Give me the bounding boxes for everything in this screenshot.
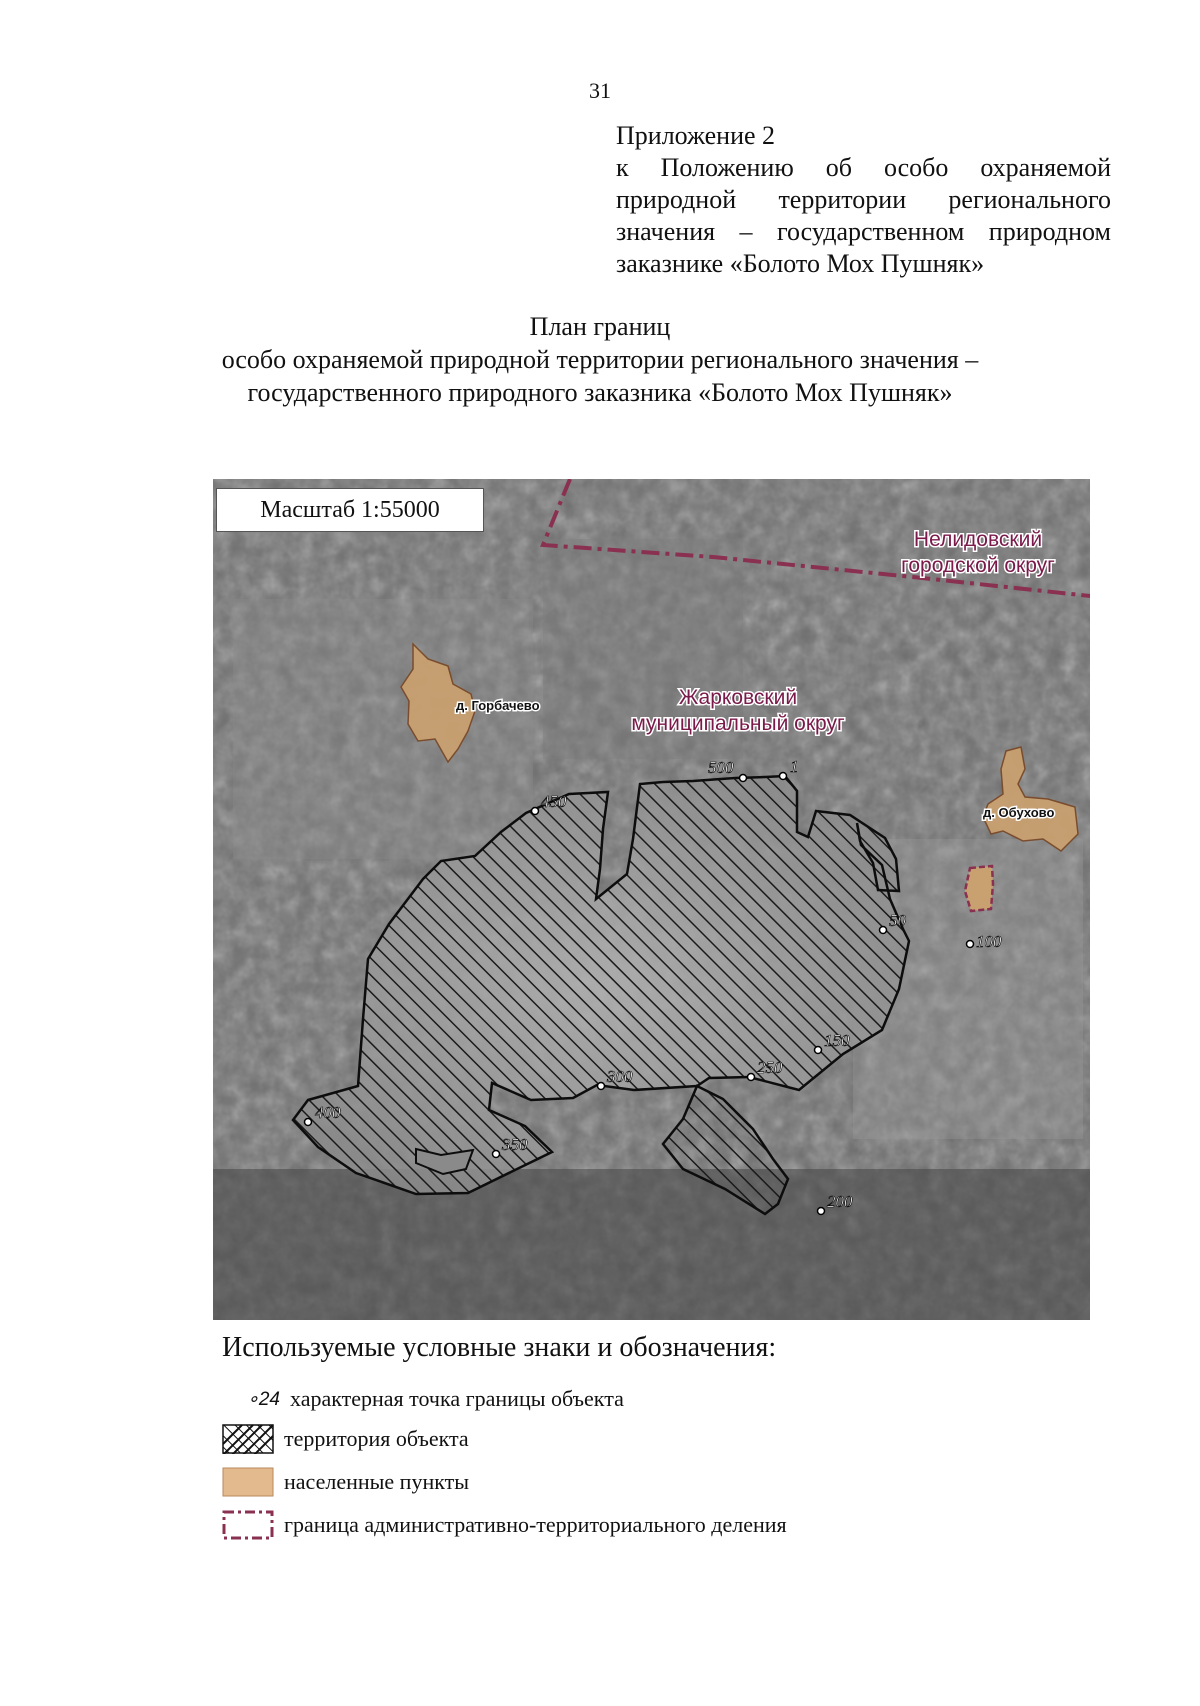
legend-item-territory — [222, 1424, 469, 1454]
map-scale: Масштаб 1:55000 — [216, 488, 484, 532]
appendix-title: Приложение 2 — [616, 121, 776, 150]
plan-title-line1: План границ — [529, 312, 671, 341]
point-label-250: 250 — [757, 1058, 783, 1077]
page-number: 31 — [589, 78, 611, 103]
point-label-350: 350 — [502, 1135, 528, 1154]
point-label-150: 150 — [824, 1031, 850, 1050]
plan-title-line3: государственного природного заказника «Болото Мох Пушняк» — [247, 378, 953, 407]
point-label-100: 100 — [976, 932, 1002, 951]
label-nelidovo-1: Нелидовский — [913, 528, 1043, 551]
legend-title: Используемые условные знаки и обозначения: — [222, 1332, 777, 1363]
settlement-swatch-icon — [222, 1467, 274, 1497]
point-label-400: 400 — [315, 1103, 341, 1122]
point-label-500: 500 — [708, 758, 734, 777]
boundary-point-500 — [740, 775, 747, 782]
appendix-header — [616, 120, 1111, 280]
plan-title — [120, 310, 1080, 409]
boundary-point-300 — [598, 1083, 605, 1090]
boundary-point-200 — [818, 1208, 825, 1215]
boundary-point-350 — [493, 1151, 500, 1158]
label-obukhovo: д. Обухово — [983, 805, 1055, 820]
hatch-swatch-icon — [222, 1424, 274, 1454]
label-gorbachevo: д. Горбачево — [456, 698, 540, 713]
boundary-point-50 — [880, 927, 887, 934]
legend-label: граница административно-территориального деления — [284, 1512, 787, 1537]
legend-label: характерная точка границы объекта — [290, 1386, 624, 1411]
boundary-map — [213, 479, 1090, 1320]
legend-item-settlements — [222, 1467, 469, 1497]
point-label-1: 1 — [790, 757, 799, 776]
label-nelidovo-2: городской округ — [901, 554, 1055, 577]
legend-item-admin-boundary — [222, 1510, 787, 1540]
legend-label: населенные пункты — [284, 1469, 470, 1494]
exclusion-parcel — [965, 866, 993, 911]
plan-title-line2: особо охраняемой природной территории регионального значения – — [221, 345, 979, 374]
boundary-point-400 — [305, 1119, 312, 1126]
label-zharkovo-2: муниципальный округ — [631, 712, 845, 735]
boundary-point-450 — [532, 808, 539, 815]
point-label-50: 50 — [889, 911, 906, 930]
point-label-450: 450 — [541, 792, 567, 811]
boundary-point-250 — [748, 1074, 755, 1081]
legend-label: территория объекта — [284, 1426, 469, 1451]
admin-boundary-swatch-icon — [222, 1510, 274, 1540]
boundary-point-1 — [780, 773, 787, 780]
point-label-200: 200 — [827, 1192, 853, 1211]
point-label-300: 300 — [607, 1067, 633, 1086]
appendix-body: к Положению об особо охраняемой природной территории регионального значения – государственном природном заказнике «Болото Мох Пушняк» — [616, 153, 1111, 278]
label-zharkovo-1: Жарковский — [678, 686, 798, 709]
legend-item-boundary-point — [222, 1386, 624, 1412]
boundary-point-symbol: ∘24 — [246, 1388, 280, 1410]
boundary-point-100 — [967, 941, 974, 948]
boundary-point-150 — [815, 1047, 822, 1054]
